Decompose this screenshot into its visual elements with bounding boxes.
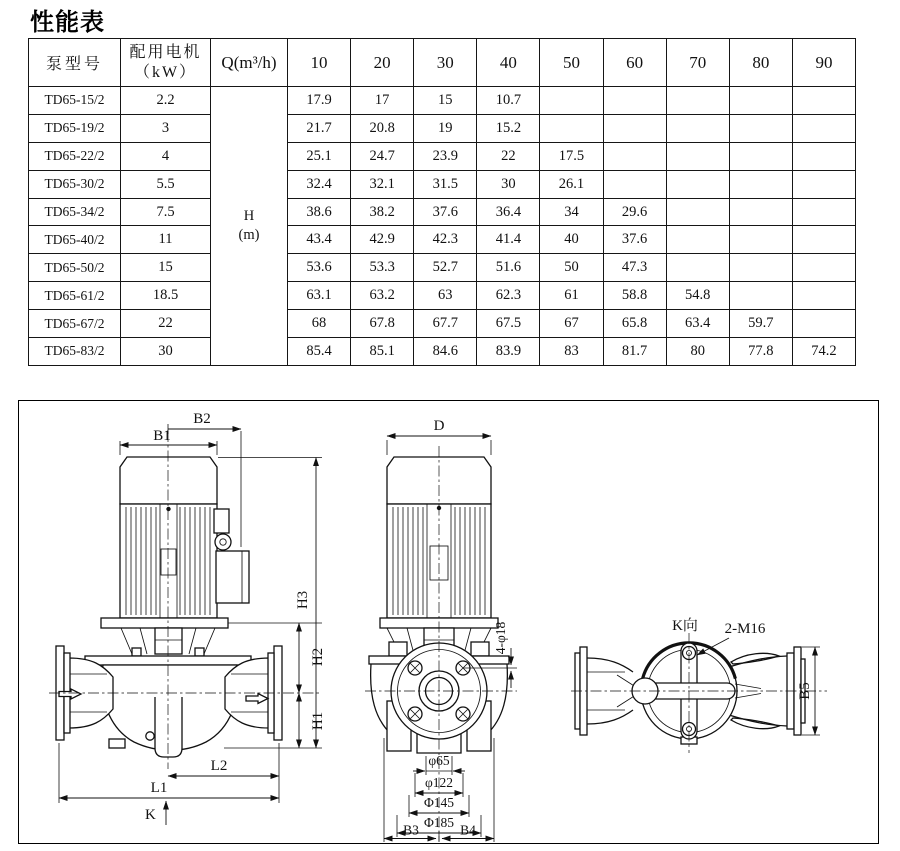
head-value-cell: 59.7 <box>729 310 792 338</box>
model-cell: TD65-40/2 <box>29 226 121 254</box>
dim-d: D <box>433 418 445 434</box>
head-value-cell <box>666 226 729 254</box>
motor-header-line1: 配用电机 <box>129 43 202 61</box>
head-value-cell: 17.5 <box>540 142 603 170</box>
head-value-cell: 47.3 <box>603 254 666 282</box>
dim-bore: φ65 <box>428 753 450 768</box>
head-value-cell: 23.9 <box>414 142 477 170</box>
head-value-cell: 63.4 <box>666 310 729 338</box>
head-value-cell: 15 <box>414 87 477 115</box>
head-value-cell: 53.3 <box>351 254 414 282</box>
head-value-cell: 77.8 <box>729 338 792 366</box>
model-cell: TD65-22/2 <box>29 142 121 170</box>
table-row <box>29 170 856 198</box>
head-value-cell: 40 <box>540 226 603 254</box>
head-value-cell: 63 <box>414 282 477 310</box>
head-value-cell: 67 <box>540 310 603 338</box>
front-motor <box>101 457 249 628</box>
head-value-cell <box>666 142 729 170</box>
head-value-cell <box>729 254 792 282</box>
head-value-cell: 37.6 <box>603 226 666 254</box>
head-value-cell: 84.6 <box>414 338 477 366</box>
head-value-cell: 29.6 <box>603 198 666 226</box>
model-cell: TD65-30/2 <box>29 170 121 198</box>
dim-h2: H2 <box>310 647 326 667</box>
head-value-cell: 34 <box>540 198 603 226</box>
head-value-cell <box>729 87 792 115</box>
head-value-cell: 61 <box>540 282 603 310</box>
head-value-cell: 52.7 <box>414 254 477 282</box>
model-cell: TD65-19/2 <box>29 114 121 142</box>
table-row <box>29 338 856 366</box>
top-view <box>571 617 827 753</box>
head-value-cell <box>666 198 729 226</box>
head-value-cell: 32.1 <box>351 170 414 198</box>
dim-l1: L1 <box>150 780 168 796</box>
head-value-cell: 63.2 <box>351 282 414 310</box>
head-value-cell <box>792 170 855 198</box>
motor-header-line2: （kW） <box>133 63 198 81</box>
power-cell: 4 <box>121 142 211 170</box>
col-header-motor <box>121 39 211 87</box>
dim-b4: B4 <box>460 822 476 838</box>
head-value-cell <box>792 114 855 142</box>
head-unit-cell <box>211 87 288 366</box>
power-cell: 11 <box>121 226 211 254</box>
col-header-q-50: 50 <box>540 39 603 87</box>
head-value-cell: 67.7 <box>414 310 477 338</box>
power-cell: 3 <box>121 114 211 142</box>
head-value-cell <box>729 114 792 142</box>
dim-b5: B5 <box>797 682 813 700</box>
head-value-cell <box>540 87 603 115</box>
head-value-cell: 17 <box>351 87 414 115</box>
head-value-cell: 36.4 <box>477 198 540 226</box>
head-value-cell <box>729 282 792 310</box>
col-header-model: 泵型号 <box>29 39 121 87</box>
table-header <box>29 39 856 87</box>
head-value-cell <box>792 142 855 170</box>
head-value-cell: 50 <box>540 254 603 282</box>
head-value-cell <box>792 282 855 310</box>
col-header-q-20: 20 <box>351 39 414 87</box>
table-row <box>29 254 856 282</box>
head-value-cell: 38.6 <box>288 198 351 226</box>
performance-table <box>28 38 856 366</box>
head-value-cell <box>666 87 729 115</box>
head-value-cell: 31.5 <box>414 170 477 198</box>
header-row <box>29 39 856 87</box>
col-header-flow: Q(m³/h) <box>211 39 288 87</box>
head-value-cell: 65.8 <box>603 310 666 338</box>
head-unit-line1: H <box>243 208 255 225</box>
table-row <box>29 310 856 338</box>
model-cell: TD65-15/2 <box>29 87 121 115</box>
dim-h3: H3 <box>295 590 311 610</box>
head-value-cell: 63.1 <box>288 282 351 310</box>
model-cell: TD65-61/2 <box>29 282 121 310</box>
head-unit-line2: (m) <box>238 226 260 243</box>
dim-flange-od: Φ185 <box>423 815 455 830</box>
col-header-q-80: 80 <box>729 39 792 87</box>
power-cell: 30 <box>121 338 211 366</box>
col-header-q-60: 60 <box>603 39 666 87</box>
side-view <box>365 418 517 842</box>
head-value-cell <box>603 170 666 198</box>
table-row <box>29 282 856 310</box>
table-row <box>29 142 856 170</box>
head-value-cell: 83.9 <box>477 338 540 366</box>
head-value-cell: 15.2 <box>477 114 540 142</box>
head-value-cell: 68 <box>288 310 351 338</box>
head-value-cell: 67.8 <box>351 310 414 338</box>
model-cell: TD65-83/2 <box>29 338 121 366</box>
dim-thread: 2-M16 <box>724 621 766 637</box>
head-value-cell: 21.7 <box>288 114 351 142</box>
head-value-cell: 51.6 <box>477 254 540 282</box>
head-value-cell <box>792 198 855 226</box>
head-value-cell: 25.1 <box>288 142 351 170</box>
power-cell: 18.5 <box>121 282 211 310</box>
table-row <box>29 198 856 226</box>
head-value-cell: 43.4 <box>288 226 351 254</box>
dimension-drawing <box>18 400 879 844</box>
head-value-cell: 83 <box>540 338 603 366</box>
head-value-cell: 53.6 <box>288 254 351 282</box>
head-value-cell <box>792 226 855 254</box>
dim-b2: B2 <box>193 411 211 427</box>
head-value-cell <box>729 170 792 198</box>
head-value-cell: 10.7 <box>477 87 540 115</box>
head-value-cell <box>666 114 729 142</box>
dim-b1: B1 <box>153 428 171 444</box>
table-row <box>29 87 856 115</box>
model-cell: TD65-67/2 <box>29 310 121 338</box>
head-value-cell <box>603 87 666 115</box>
head-value-cell: 54.8 <box>666 282 729 310</box>
head-value-cell <box>792 87 855 115</box>
head-value-cell <box>540 114 603 142</box>
model-cell: TD65-34/2 <box>29 198 121 226</box>
head-value-cell: 80 <box>666 338 729 366</box>
col-header-q-10: 10 <box>288 39 351 87</box>
head-value-cell: 41.4 <box>477 226 540 254</box>
table-row <box>29 114 856 142</box>
dim-h1: H1 <box>310 711 326 731</box>
front-view <box>49 411 326 825</box>
head-value-cell: 58.8 <box>603 282 666 310</box>
head-value-cell: 17.9 <box>288 87 351 115</box>
dim-bolt-circle: φ122 <box>424 775 454 790</box>
head-value-cell <box>729 142 792 170</box>
head-value-cell: 26.1 <box>540 170 603 198</box>
head-value-cell <box>792 254 855 282</box>
head-value-cell: 81.7 <box>603 338 666 366</box>
col-header-q-30: 30 <box>414 39 477 87</box>
col-header-q-40: 40 <box>477 39 540 87</box>
col-header-q-90: 90 <box>792 39 855 87</box>
table-row <box>29 226 856 254</box>
head-value-cell: 38.2 <box>351 198 414 226</box>
pump-drawing-svg <box>19 401 877 842</box>
head-value-cell: 85.1 <box>351 338 414 366</box>
view-direction-label: K向 <box>672 618 698 634</box>
head-value-cell <box>666 254 729 282</box>
head-value-cell: 85.4 <box>288 338 351 366</box>
power-cell: 5.5 <box>121 170 211 198</box>
head-value-cell: 19 <box>414 114 477 142</box>
head-value-cell <box>729 198 792 226</box>
power-cell: 15 <box>121 254 211 282</box>
head-value-cell: 74.2 <box>792 338 855 366</box>
head-value-cell: 20.8 <box>351 114 414 142</box>
head-value-cell: 62.3 <box>477 282 540 310</box>
model-cell: TD65-50/2 <box>29 254 121 282</box>
dim-l2: L2 <box>210 758 228 774</box>
head-value-cell: 37.6 <box>414 198 477 226</box>
dim-bolt-holes: 4-φ18 <box>493 621 508 655</box>
head-value-cell <box>792 310 855 338</box>
power-cell: 2.2 <box>121 87 211 115</box>
col-header-q-70: 70 <box>666 39 729 87</box>
power-cell: 7.5 <box>121 198 211 226</box>
head-value-cell: 67.5 <box>477 310 540 338</box>
dim-k: K <box>145 807 156 823</box>
head-value-cell: 42.9 <box>351 226 414 254</box>
dim-b3: B3 <box>403 822 419 838</box>
head-value-cell <box>729 226 792 254</box>
head-value-cell: 42.3 <box>414 226 477 254</box>
head-value-cell: 22 <box>477 142 540 170</box>
head-value-cell: 24.7 <box>351 142 414 170</box>
page-title: 性能表 <box>30 9 105 36</box>
head-value-cell: 30 <box>477 170 540 198</box>
head-value-cell: 32.4 <box>288 170 351 198</box>
power-cell: 22 <box>121 310 211 338</box>
head-value-cell <box>666 170 729 198</box>
head-value-cell <box>603 114 666 142</box>
front-pump <box>56 646 282 757</box>
side-pump <box>369 643 509 753</box>
dim-raised-face: Φ145 <box>423 795 455 810</box>
head-value-cell <box>603 142 666 170</box>
